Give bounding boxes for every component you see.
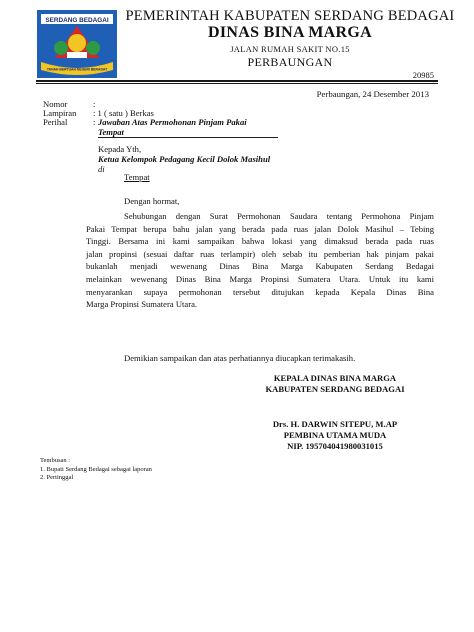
logo-book bbox=[67, 52, 87, 58]
signatory-nip: NIP. 195704041980031015 bbox=[287, 441, 383, 451]
signatory-rank: PEMBINA UTAMA MUDA bbox=[283, 430, 387, 440]
subject-line-2: Tempat bbox=[98, 127, 124, 137]
salutation: Dengan hormat, bbox=[124, 196, 180, 206]
body-line: melainkan wewenang Dinas Bina Marga Propinsi Sumatera Utara. Untuk itu kami bbox=[86, 273, 434, 284]
perihal-label: Perihal bbox=[43, 117, 68, 127]
logo-leaf-left bbox=[54, 41, 68, 55]
nomor-label: Nomor bbox=[43, 99, 68, 109]
subject-underline bbox=[98, 137, 278, 138]
logo-leaf-right bbox=[86, 41, 100, 55]
regency-logo bbox=[37, 10, 117, 78]
addressee-greeting: Kepada Yth, bbox=[98, 144, 142, 154]
signature-block bbox=[240, 419, 430, 452]
cc-list bbox=[40, 457, 152, 483]
letter-date: Perbaungan, 24 Desember 2013 bbox=[316, 89, 429, 99]
lampiran-label: Lampiran bbox=[43, 108, 77, 118]
signature-title-1: KEPALA DINAS BINA MARGA bbox=[273, 373, 397, 383]
subject bbox=[98, 117, 247, 137]
body-line: Marga Propinsi Sumatera Utara. bbox=[86, 299, 198, 310]
body-line: Sehubungan dengan Surat Permohonan Saudara tentang Permohona Pinjam bbox=[124, 211, 434, 221]
subject-line-1: Jawaban Atas Permohonan Pinjam Pakai bbox=[98, 117, 247, 127]
body-line: Pakai Tempat berupa bahu jalan yang berada pada ruas jalan Dolok Masihul – Tebing bbox=[86, 223, 434, 234]
department-name: DINAS BINA MARGA bbox=[208, 24, 372, 41]
cc-item: 2. Pertinggal bbox=[40, 474, 74, 481]
signature-title-2: KABUPATEN SERDANG BEDAGAI bbox=[265, 384, 405, 394]
signature-title bbox=[240, 373, 430, 395]
government-name: PEMERINTAH KABUPATEN SERDANG BEDAGAI bbox=[125, 8, 455, 24]
body-line: bukanlah menjadi wewenang Dinas Bina Marga Kabupaten Serdang Bedagai bbox=[86, 261, 434, 272]
letterhead-rule-thick bbox=[36, 80, 438, 82]
nomor-value: : bbox=[93, 99, 96, 109]
logo-scroll-text: TANAH BERTUAH NEGERI BERADAT bbox=[46, 67, 108, 72]
closing-sentence: Demikian sampaikan dan atas perhatiannya diucapkan terimakasih. bbox=[124, 353, 356, 363]
lampiran-value: : 1 ( satu ) Berkas bbox=[93, 108, 154, 118]
recipient-place: Tempat bbox=[124, 172, 150, 182]
recipient-di: di bbox=[98, 164, 105, 174]
body-line: jalan propinsi (sesuai daftar ruas terlampir) oleh sebab itu pemberian hak pinjam pakai bbox=[86, 248, 434, 259]
letterhead-rule-thin bbox=[36, 83, 438, 84]
signatory-name: Drs. H. DARWIN SITEPU, M.AP bbox=[272, 419, 398, 429]
body-paragraph bbox=[86, 210, 434, 311]
office-address: JALAN RUMAH SAKIT NO.15 bbox=[230, 44, 350, 54]
office-city: PERBAUNGAN bbox=[247, 55, 333, 69]
logo-banner-text: SERDANG BEDAGAI bbox=[45, 17, 109, 24]
body-line: Tinggi. Bersama ini kami sampaikan bahwa lokasi yang dimaksud berada pada ruas bbox=[86, 236, 434, 247]
postal-code: 20985 bbox=[412, 70, 434, 80]
body-line: menyarankan supaya permohonan tersebut ditujukan kepada Kepala Dinas Bina bbox=[86, 286, 434, 297]
recipient-name: Ketua Kelompok Pedagang Kecil Dolok Masihul bbox=[98, 154, 271, 164]
cc-label: Tembusan : bbox=[40, 457, 71, 464]
perihal-value: : bbox=[93, 117, 96, 127]
cc-item: 1. Bupati Serdang Bedagai sebagai laporan bbox=[40, 465, 152, 473]
logo-sun bbox=[68, 34, 86, 52]
